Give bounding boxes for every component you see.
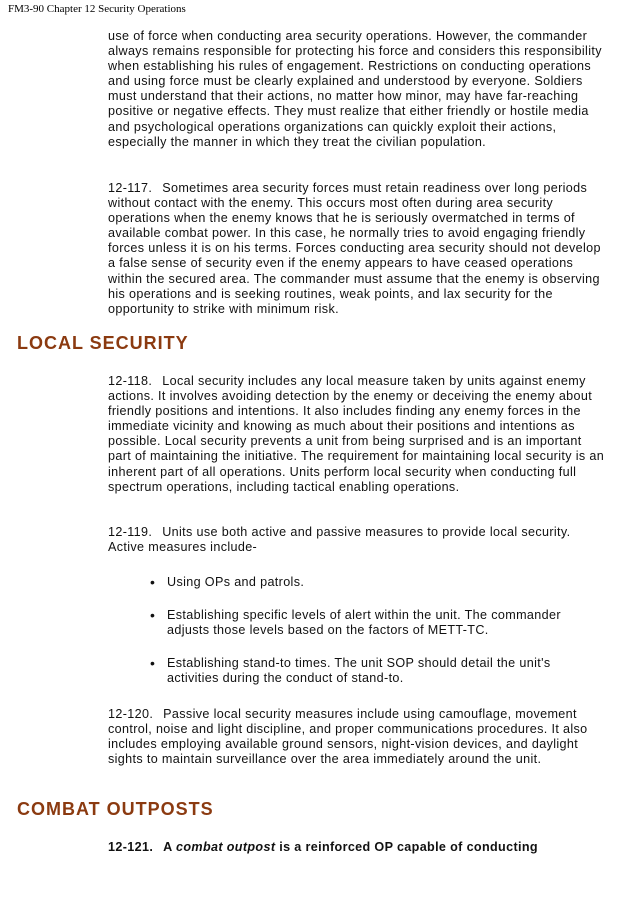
heading-local-security: LOCAL SECURITY [17,333,189,353]
active-measures-list [150,575,605,686]
list-item: • Establishing stand-to times. The unit SOP should detail the unit's activities during the conduct of stand-to. [150,655,551,686]
paragraph-12-120 [108,707,608,767]
paragraph-12-121: 12-121. A combat outpost is a reinforced OP capable of conducting [108,840,538,854]
paragraph-number: 12-121. [108,840,154,854]
defined-term: combat outpost [176,840,276,854]
paragraph-text: Sometimes area security forces must retain readiness over long periods without contact with the enemy. This occurs most often during area security operations when the enemy knows that he is seriously overmatched in terms of available combat power. In this case, he normally tries to avoid engaging friendly forces unless it is on his terms. Forces conducting area security should not develop a false sense of security even if the enemy appears to have ceased operations within the secured area. The commander must assume that the enemy is observing his operations and is seeking routines, weak points, and lax security for the opportunity to strike with minimum risk. [108,181,601,316]
intro-paragraph: use of force when conducting area security operations. However, the commander always remains responsible for protecting his force and considers this responsibility when establishing his rules of engagement. Restrictions on conducting operations and using force must be clearly explained and understood by everyone. Soldiers must understand that their actions, no matter how minor, may have far-reaching positive or negative effects. They must realize that either friendly or hostile media and psychological operations organizations can quickly exploit their actions, especially the manner in which they treat the civilian population. [108,29,602,149]
paragraph-number: 12-118. [108,374,153,388]
paragraph-number: 12-117. [108,181,153,195]
list-item: • Establishing specific levels of alert within the unit. The commander adjusts those levels based on the factors of METT-TC. [150,607,561,638]
page-header: FM3-90 Chapter 12 Security Operations [8,3,186,15]
paragraph-text: Units use both active and passive measures to provide local security. Active measures include- [108,525,571,555]
paragraph-12-117 [108,181,608,317]
paragraph-text: Local security includes any local measure taken by units against enemy actions. It involves avoiding detection by the enemy or deceiving the enemy about friendly positions and intentions. It also includes finding any enemy forces in the immediate vicinity and knowing as much about their positions and intentions as possible. Local security prevents a unit from being surprised and is an important part of maintaining the initiative. The requirement for maintaining local security is an inherent part of all operations. Units perform local security when conducting full spectrum operations, including tactical enabling operations. [108,374,605,494]
paragraph-12-118 [108,374,608,495]
paragraph-number: 12-119. [108,525,153,539]
bullet-icon: • [150,655,156,672]
bullet-icon: • [150,574,156,590]
paragraph-number: 12-120. [108,707,154,721]
paragraph-12-119 [108,525,608,555]
heading-combat-outposts: COMBAT OUTPOSTS [17,799,214,819]
list-item: • Using OPs and patrols. [150,574,305,590]
paragraph-text: Passive local security measures include using camouflage, movement control, noise and light discipline, and proper communications procedures. It also includes employing available ground sensors, night-vision devices, and daylight sights to maintain surveillance over the area immediately around the unit. [108,707,588,767]
bullet-icon: • [150,607,156,624]
